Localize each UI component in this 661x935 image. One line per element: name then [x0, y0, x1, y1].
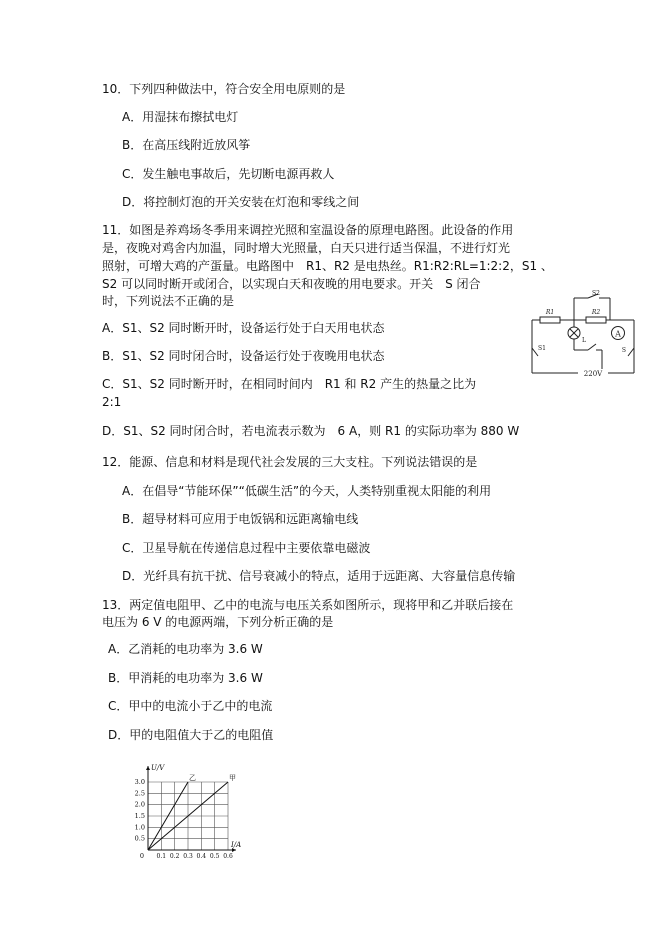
- lamp-icon: [568, 327, 580, 339]
- x-tick-label: 0.1: [156, 853, 167, 860]
- q13-stem-line-2: 电压为 6 V 的电源两端，下列分析正确的是: [102, 615, 334, 629]
- x-tick-label: 0.2: [169, 853, 180, 860]
- ammeter-label: A: [615, 329, 621, 339]
- series-label-jia: 甲: [229, 774, 236, 782]
- q12-option-d: D．光纤具有抗干扰、信号衰减小的特点，适用于远距离、大容量信息传输: [122, 569, 516, 583]
- q13-option-a: A．乙消耗的电功率为 3.6 W: [108, 642, 263, 656]
- s2-label: S2: [592, 290, 600, 297]
- x-tick-label: 0.3: [183, 853, 193, 860]
- resistor-r1: [540, 317, 560, 323]
- q11-stem-line-1: 11．如图是养鸡场冬季用来调控光照和室温设备的原理电路图。此设备的作用: [102, 223, 514, 237]
- origin-label: 0: [139, 852, 144, 860]
- x-tick-label: 0.4: [196, 853, 207, 860]
- q10-option-d: D．将控制灯泡的开关安装在灯泡和零线之间: [122, 195, 360, 209]
- q10-option-b: B．在高压线附近放风筝: [122, 138, 251, 152]
- q11-option-a: A．S1、S2 同时断开时，设备运行处于白天用电状态: [102, 321, 385, 335]
- q12-stem: 12．能源、信息和材料是现代社会发展的三大支柱。下列说法错误的是: [102, 455, 478, 469]
- y-tick-label: 3.0: [134, 778, 145, 786]
- q13-option-c: C．甲中的电流小于乙中的电流: [108, 699, 273, 713]
- q11-option-d: D．S1、S2 同时闭合时，若电流表示数为 6 A，则 R1 的实际功率为 880 W: [102, 424, 520, 438]
- x-axis-label: I/A: [231, 841, 242, 849]
- y-tick-label: 1.0: [134, 823, 145, 832]
- s1-label: S1: [538, 345, 546, 352]
- y-axis-arrow: [146, 766, 150, 770]
- y-tick-label: 0.5: [134, 834, 145, 843]
- r2-label: R2: [591, 309, 601, 316]
- q10-option-a: A．用湿抹布擦拭电灯: [122, 110, 239, 124]
- q13-stem-line-1: 13．两定值电阻甲、乙中的电流与电压关系如图所示，现将甲和乙并联后接在: [102, 598, 514, 612]
- voltage-label: 220V: [583, 370, 603, 378]
- q13-option-b: B．甲消耗的电功率为 3.6 W: [108, 671, 263, 685]
- q10-option-c: C．发生触电事故后，先切断电源再救人: [122, 167, 335, 181]
- r1-label: R1: [545, 309, 555, 316]
- circuit-diagram: [528, 290, 640, 380]
- current-voltage-chart: [126, 760, 240, 862]
- q11-stem-line-4: S2 可以同时断开或闭合，以实现白天和夜晚的用电要求。开关 S 闭合: [102, 277, 481, 291]
- q11-option-c: C．S1、S2 同时断开时，在相同时间内 R1 和 R2 产生的热量之比为: [102, 377, 477, 391]
- resistor-r2: [586, 317, 606, 323]
- q11-stem-line-3: 照射，可增大鸡的产蛋量。电路图中 R1、R2 是电热丝。R1:R2:RL=1:2:2，S1 、: [102, 259, 553, 273]
- y-tick-label: 2.5: [134, 789, 145, 798]
- x-tick-label: 0.5: [209, 853, 220, 860]
- switch-s-label: S: [621, 347, 626, 354]
- y-tick-label: 2.0: [134, 800, 145, 809]
- q12-option-c: C．卫星导航在传递信息过程中主要依靠电磁波: [122, 541, 371, 555]
- y-axis-label: U/V: [151, 764, 165, 772]
- q11-stem-line-5: 时，下列说法不正确的是: [102, 294, 235, 308]
- y-tick-label: 1.5: [134, 812, 145, 820]
- x-tick-label: 0.6: [223, 853, 233, 860]
- q13-option-d: D．甲的电阻值大于乙的电阻值: [108, 728, 274, 742]
- lamp-label: L: [582, 337, 586, 344]
- q11-option-c-cont: 2:1: [102, 395, 122, 409]
- q12-option-b: B．超导材料可应用于电饭锅和远距离输电线: [122, 512, 359, 526]
- q11-stem-line-2: 是，夜晚对鸡舍内加温，同时增大光照量，白天只进行适当保温，不进行灯光: [102, 241, 511, 255]
- series-label-yi: 乙: [189, 774, 196, 782]
- q12-option-a: A．在倡导“节能环保”“低碳生活”的今天，人类特别重视太阳能的利用: [122, 484, 492, 498]
- q10-stem: 10．下列四种做法中，符合安全用电原则的是: [102, 82, 346, 96]
- q11-option-b: B．S1、S2 同时闭合时，设备运行处于夜晚用电状态: [102, 349, 385, 363]
